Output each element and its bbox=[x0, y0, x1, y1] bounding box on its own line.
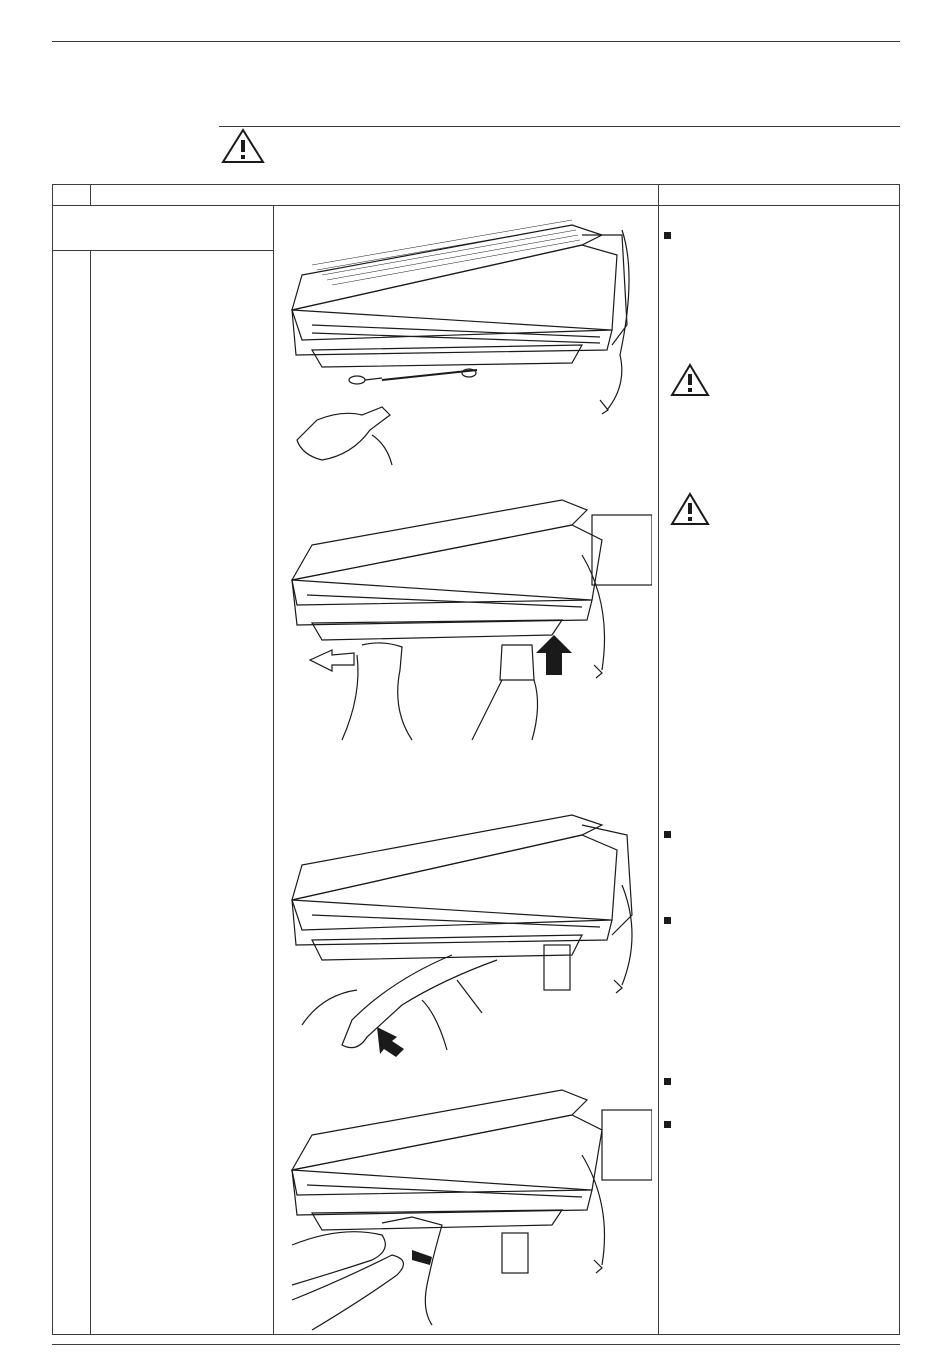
table-top bbox=[52, 184, 900, 185]
step-number-divider-lower bbox=[90, 250, 91, 1335]
point-bullet bbox=[664, 1121, 671, 1128]
top-rule bbox=[52, 41, 900, 42]
pull-drain-hose-illustration bbox=[282, 805, 652, 1065]
point-bullet bbox=[664, 1078, 671, 1085]
point-bullet bbox=[664, 917, 671, 924]
point-bullet bbox=[664, 831, 671, 838]
step-title-rule bbox=[52, 250, 274, 251]
point-bullet bbox=[664, 232, 671, 239]
caution-triangle-icon bbox=[669, 491, 711, 527]
lift-unit-illustration bbox=[282, 495, 652, 745]
points-divider bbox=[658, 184, 659, 1335]
disconnect-hose-illustration bbox=[282, 1085, 652, 1335]
caution-rule bbox=[219, 126, 900, 127]
caution-triangle-icon bbox=[669, 362, 711, 398]
procedure-divider bbox=[273, 205, 274, 1335]
table-header-bottom bbox=[52, 205, 900, 206]
remove-screws-illustration bbox=[282, 215, 652, 475]
table-right-border bbox=[899, 184, 900, 1335]
step-number-divider bbox=[90, 184, 91, 206]
table-left-border bbox=[52, 184, 53, 1335]
caution-triangle-icon bbox=[220, 127, 266, 165]
bottom-rule bbox=[52, 1344, 900, 1345]
